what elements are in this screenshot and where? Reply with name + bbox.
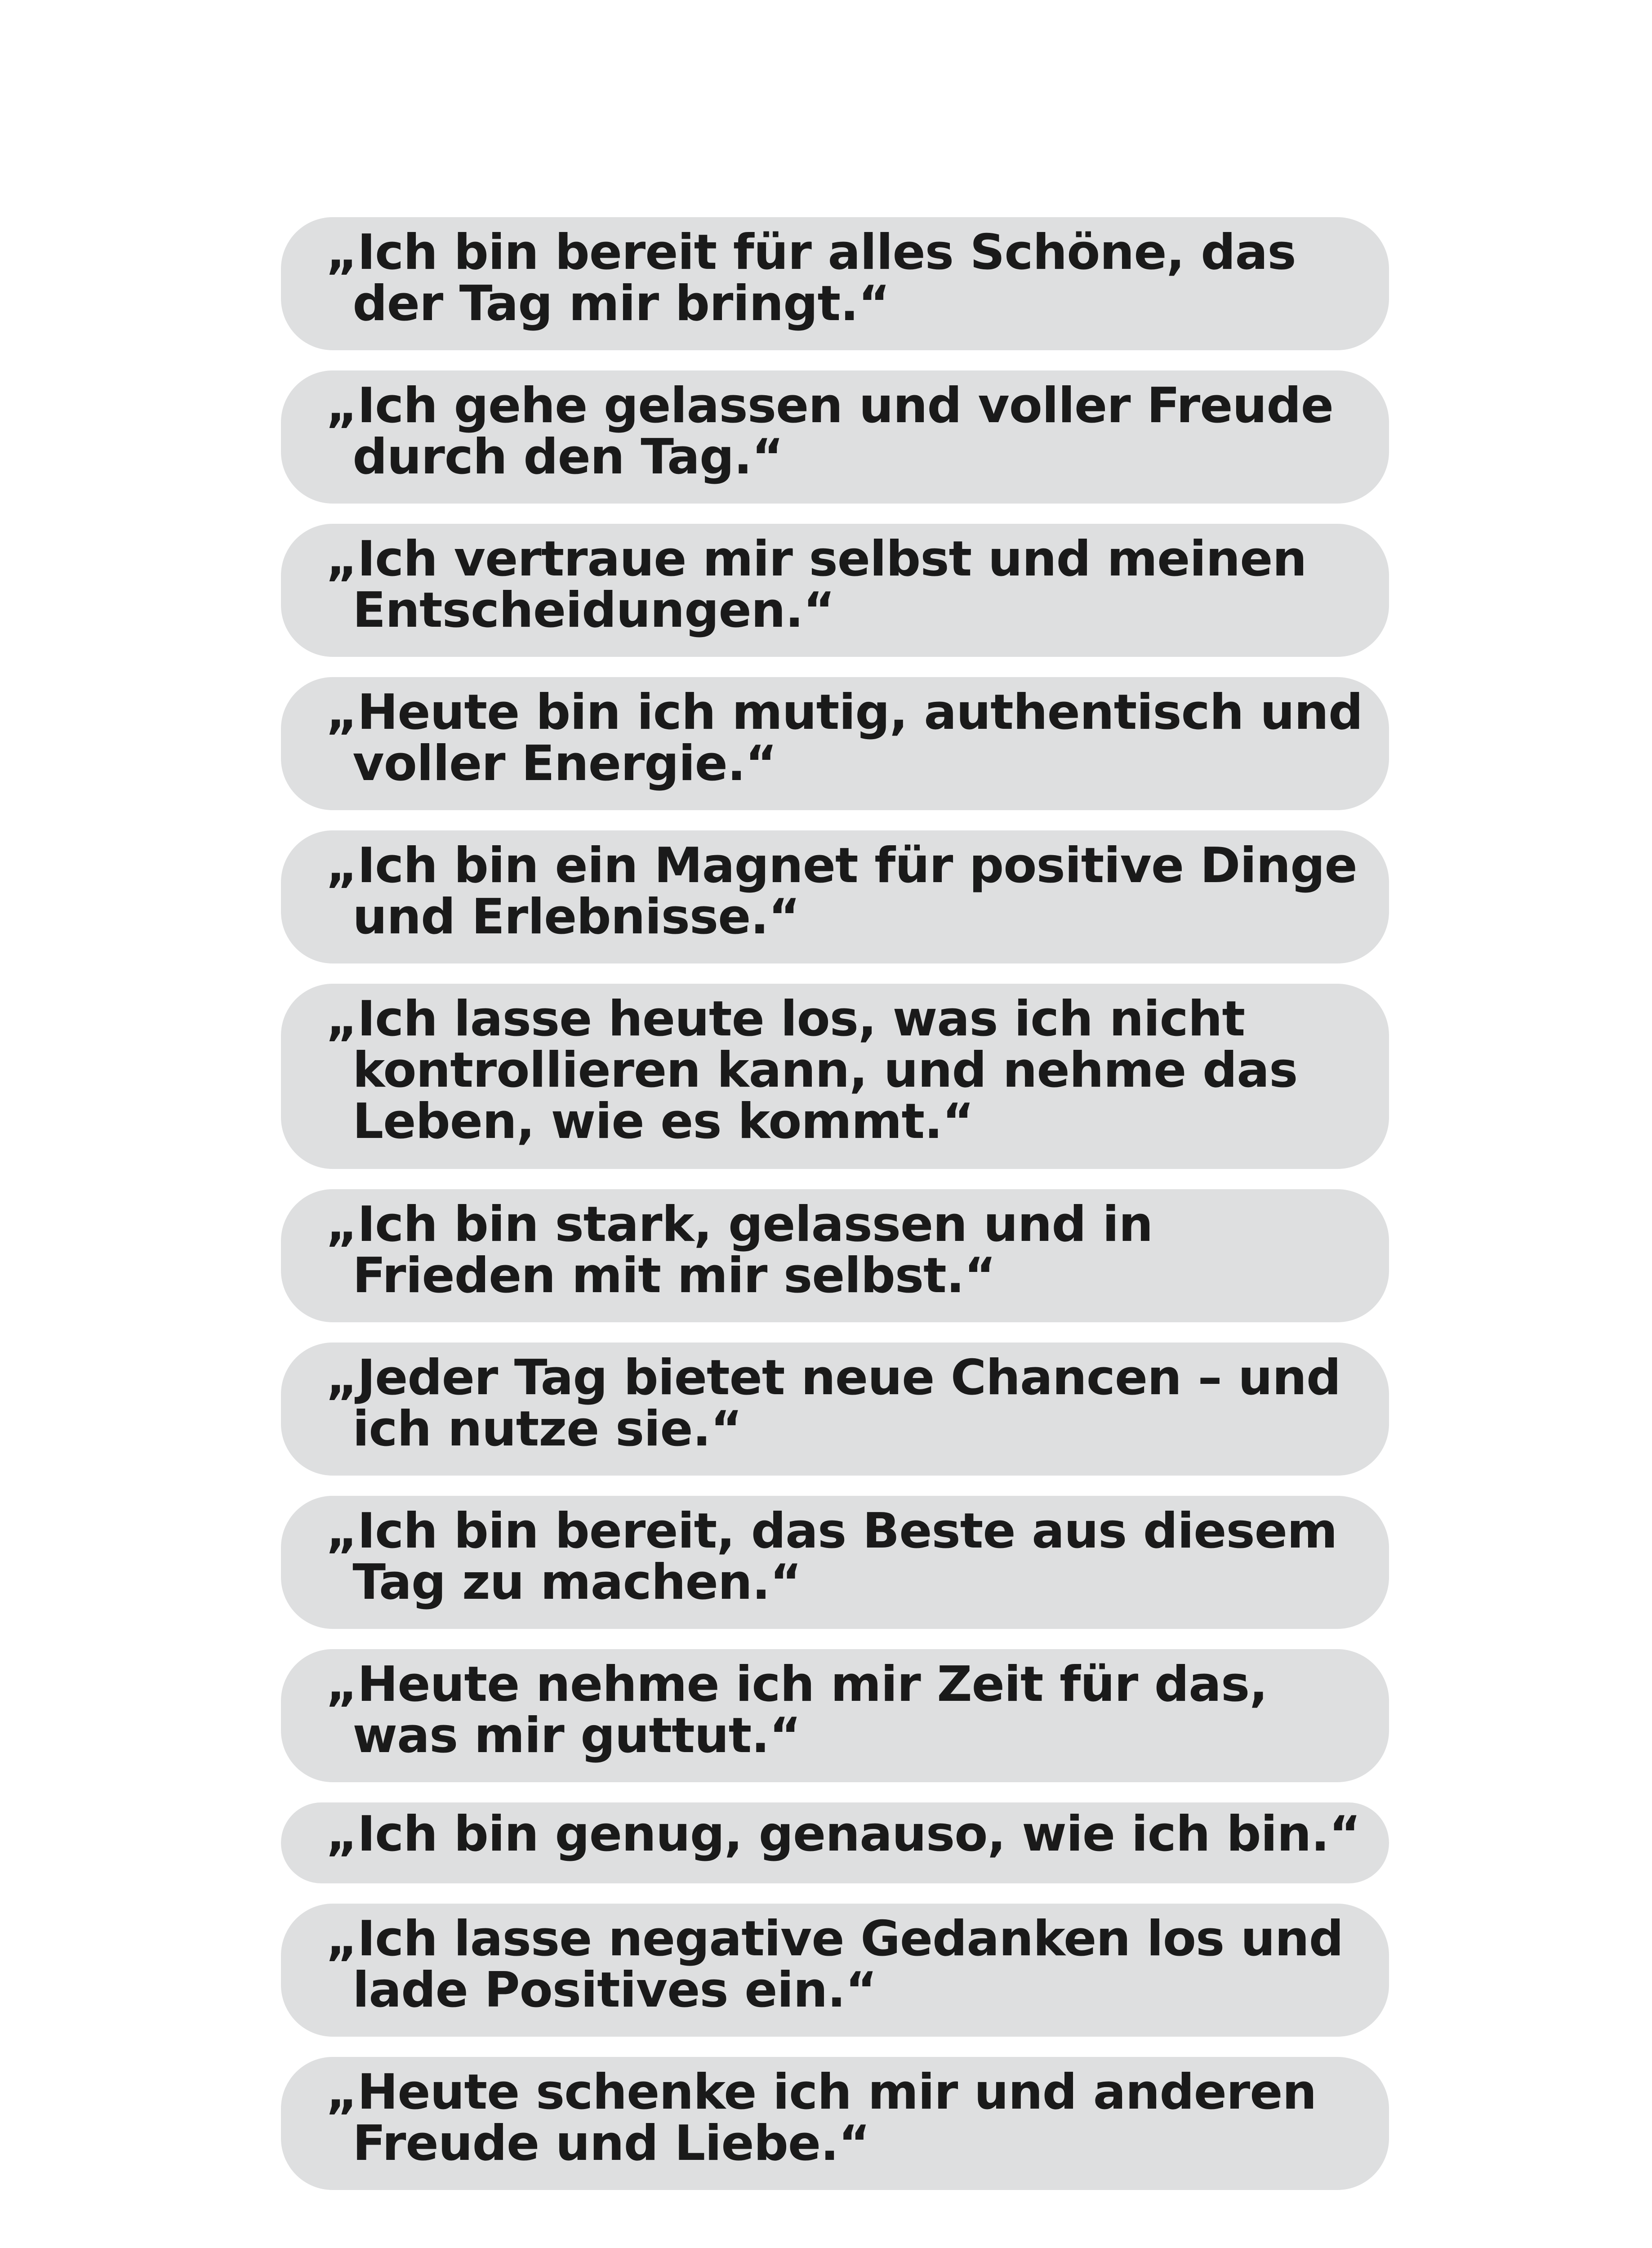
affirmation-text: „Ich bin genug, genauso, wie ich bin.“ [326,1806,1361,1862]
affirmation-box [281,677,1389,810]
affirmation-text: „Jeder Tag bietet neue Chancen – und ich nutze sie.“ [326,1350,1341,1457]
affirmation-box [281,217,1389,350]
affirmation-text: „Heute nehme ich mir Zeit für das, was mir guttut.“ [326,1656,1268,1764]
affirmation-text: „Ich lasse negative Gedanken los und lade Positives ein.“ [326,1911,1344,2018]
affirmation-box [281,1343,1389,1476]
affirmation-box [281,370,1389,504]
affirmation-text: „Heute bin ich mutig, authentisch und voller Energie.“ [326,684,1363,792]
affirmation-box [281,984,1389,1169]
affirmation-text: „Ich bin bereit, das Beste aus diesem Tag zu machen.“ [326,1503,1337,1610]
affirmation-box [281,2057,1389,2190]
affirmation-text: „Ich bin stark, gelassen und in Frieden mit mir selbst.“ [326,1196,1153,1304]
affirmation-text: „Heute schenke ich mir und anderen Freude und Liebe.“ [326,2064,1317,2172]
affirmation-text: „Ich bin ein Magnet für positive Dinge und Erlebnisse.“ [326,838,1357,945]
affirmation-text: „Ich bin bereit für alles Schöne, das der Tag mir bringt.“ [326,224,1296,332]
affirmation-box [281,524,1389,657]
affirmation-list [281,217,1389,2210]
affirmation-box [281,1189,1389,1322]
affirmation-text: „Ich vertraue mir selbst und meinen Entscheidungen.“ [326,531,1307,638]
affirmation-box [281,1904,1389,2037]
affirmation-box [281,1802,1389,1883]
affirmation-box [281,830,1389,963]
affirmation-text: „Ich gehe gelassen und voller Freude durch den Tag.“ [326,378,1333,485]
affirmation-text: „Ich lasse heute los, was ich nicht kontrollieren kann, und nehme das Leben, wie es kommt.“ [326,991,1298,1150]
affirmation-box [281,1649,1389,1782]
affirmation-box [281,1496,1389,1629]
